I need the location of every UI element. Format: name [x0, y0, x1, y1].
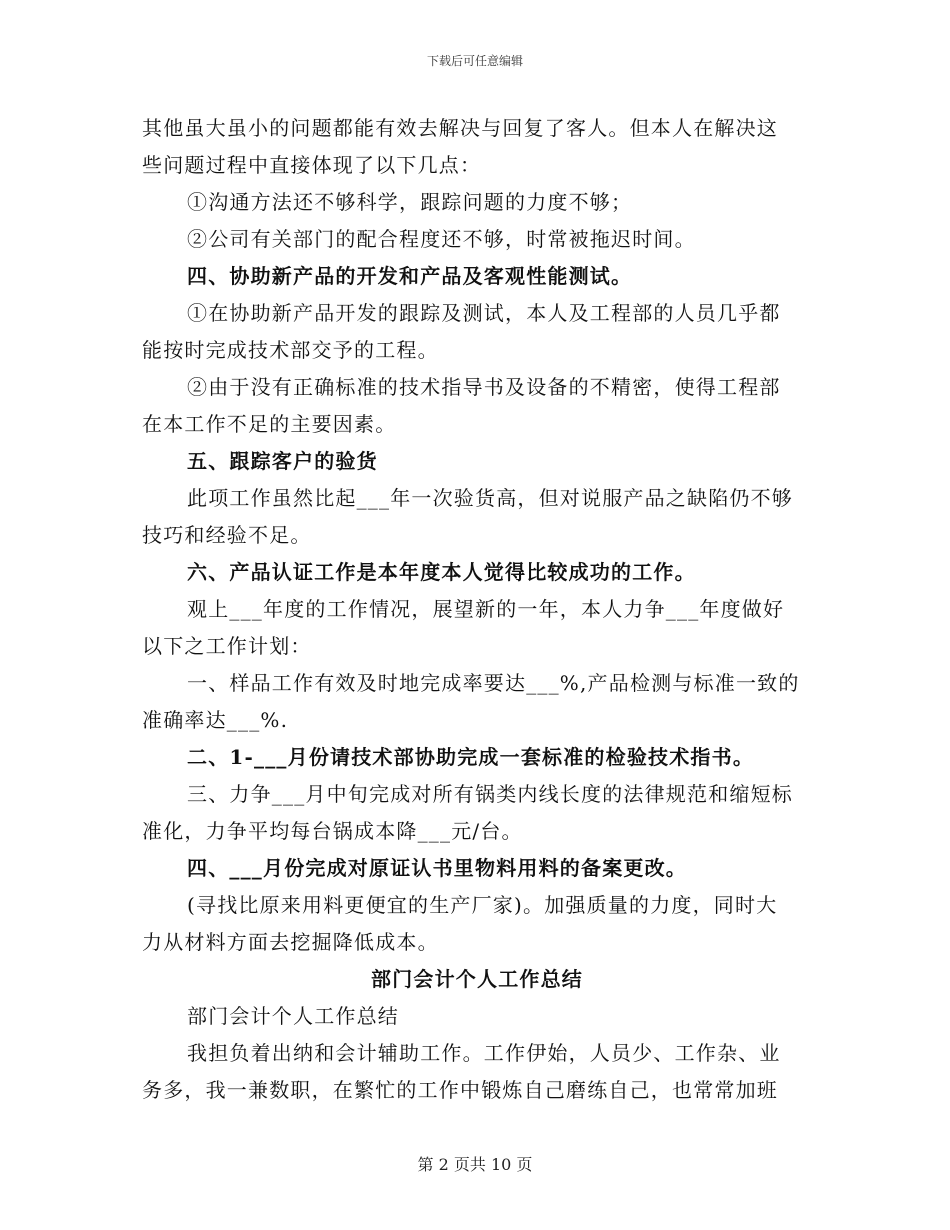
paragraph-line: 观上___年度的工作情况，展望新的一年，本人力争___年度做好	[187, 597, 785, 621]
paragraph-line: 准确率达___%.	[142, 708, 289, 732]
paragraph-line: 以下之工作计划：	[142, 634, 312, 658]
paragraph-line: ①在协助新产品开发的跟踪及测试，本人及工程部的人员几乎都	[187, 301, 781, 325]
paragraph-line: 能按时完成技术部交予的工程。	[142, 338, 439, 362]
section-heading: 二、1-___月份请技术部协助完成一套标准的检验技术指书。	[187, 745, 755, 769]
document-body	[142, 110, 812, 1109]
paragraph-line: 准化，力争平均每台锅成本降___元/台。	[142, 819, 523, 843]
paragraph-line: ②公司有关部门的配合程度还不够，时常被拖迟时间。	[187, 227, 696, 251]
section-heading: 四、协助新产品的开发和产品及客观性能测试。	[187, 264, 633, 288]
page-footer: 第 2 页共 10 页	[417, 1155, 533, 1174]
paragraph-line: 其他虽大虽小的问题都能有效去解决与回复了客人。但本人在解决这	[142, 116, 778, 140]
paragraph-line: ②由于没有正确标准的技术指导书及设备的不精密，使得工程部	[187, 375, 781, 399]
paragraph-line: 力从材料方面去挖掘降低成本。	[142, 930, 439, 954]
paragraph-line: 我担负着出纳和会计辅助工作。工作伊始，人员少、工作杂、业	[187, 1041, 781, 1065]
paragraph-line: 些问题过程中直接体现了以下几点：	[142, 153, 482, 177]
paragraph-line: ①沟通方法还不够科学，跟踪问题的力度不够；	[187, 190, 633, 214]
paragraph-line: 三、力争___月中旬完成对所有锅类内线长度的法律规范和缩短标	[187, 782, 793, 806]
section-heading: 四、___月份完成对原证认书里物料用料的备案更改。	[187, 856, 687, 880]
paragraph-line: 在本工作不足的主要因素。	[142, 412, 397, 436]
paragraph-line: 此项工作虽然比起___年一次验货高，但对说服产品之缺陷仍不够	[187, 486, 793, 510]
paragraph-line: 务多，我一兼数职，在繁忙的工作中锻炼自己磨练自己，也常常加班	[142, 1078, 778, 1102]
paragraph-line: (寻找比原来用料更便宜的生产厂家)。加强质量的力度，同时大	[187, 893, 778, 917]
paragraph-line: 部门会计个人工作总结	[187, 1004, 399, 1028]
page-header: 下载后可任意编辑	[426, 54, 523, 68]
section-heading: 五、跟踪客户的验货	[187, 449, 378, 473]
paragraph-line: 一、样品工作有效及时地完成率要达___%,产品检测与标准一致的	[187, 671, 800, 695]
section-heading: 六、产品认证工作是本年度本人觉得比较成功的工作。	[187, 560, 696, 584]
section-heading: 部门会计个人工作总结	[371, 967, 583, 991]
paragraph-line: 技巧和经验不足。	[142, 523, 312, 547]
